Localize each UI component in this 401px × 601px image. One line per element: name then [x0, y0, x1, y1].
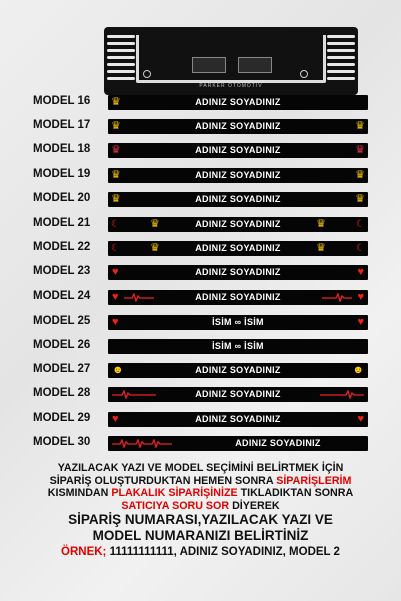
highlight-text: PLAKALIK SİPARİŞİNİZE — [111, 487, 238, 499]
turkish-flag-icon: ☾ — [111, 219, 120, 230]
order-instructions — [0, 462, 401, 558]
plate-model-row — [0, 139, 401, 163]
frame-brand-text: PARKER OTOMOTIV — [199, 83, 263, 89]
heart-line-icon: ♥ — [357, 413, 364, 425]
heart-pulse-icon: ♥ — [357, 291, 364, 303]
frame-screw-hole — [143, 70, 151, 78]
frame-stripes-left — [107, 31, 135, 87]
plate-text: ADINIZ SOYADINIZ — [195, 389, 281, 399]
turkish-flag-icon: ☾ — [111, 243, 120, 254]
heartbeat-line-icon — [320, 390, 364, 399]
model-label: MODEL 25 — [33, 315, 91, 327]
crown-icon: ♛ — [150, 218, 160, 230]
plate-model-row — [0, 237, 401, 261]
example-text: 11111111111, ADINIZ SOYADINIZ, MODEL 2 — [106, 546, 340, 558]
plate-text: ADINIZ SOYADINIZ — [195, 170, 281, 180]
highlight-text: SATICIYA SORU SOR — [121, 499, 230, 512]
instruction-line: SİPARİŞ OLUŞTURDUKTAN HEMEN SONRA SİPARİŞLERİM — [49, 474, 352, 487]
crown-icon: ♛ — [316, 218, 326, 230]
plate-strip — [108, 436, 368, 451]
plate-strip — [108, 168, 368, 183]
plate-text: İSİM ∞ İSİM — [212, 341, 264, 351]
model-label: MODEL 18 — [33, 143, 91, 155]
plate-strip — [108, 339, 368, 354]
model-label: MODEL 27 — [33, 363, 91, 375]
plate-strip — [108, 363, 368, 378]
plate-text: ADINIZ SOYADINIZ — [195, 219, 281, 229]
crown-icon: ♛ — [111, 120, 121, 132]
frame-stripes-right — [327, 31, 355, 87]
plate-model-row — [0, 188, 401, 212]
model-label: MODEL 16 — [33, 95, 91, 107]
sunglasses-emoji-icon: ☻ — [352, 364, 364, 376]
plate-model-row — [0, 164, 401, 188]
instruction-line: YAZILACAK YAZI VE MODEL SEÇİMİNİ BELİRTMEK İÇİN — [57, 462, 344, 474]
instruction-heading: SİPARİŞ NUMARASI,YAZILACAK YAZI VE — [68, 512, 333, 527]
highlight-text: SİPARİŞLERİM — [276, 474, 352, 487]
instruction-heading: MODEL NUMARANIZI BELİRTİNİZ — [92, 528, 309, 543]
model-label: MODEL 19 — [33, 168, 91, 180]
example-line — [0, 546, 401, 558]
crown-icon: ♛ — [150, 242, 160, 254]
red-crown-icon: ♛ — [355, 144, 365, 156]
model-label: MODEL 26 — [33, 339, 91, 351]
heart-icon: ♥ — [357, 316, 364, 328]
model-label: MODEL 22 — [33, 241, 91, 253]
plate-strip — [108, 265, 368, 280]
plate-text: ADINIZ SOYADINIZ — [195, 243, 281, 253]
heart-pulse-icon: ♥ — [112, 291, 119, 303]
heartbeat-line-icon — [322, 293, 352, 302]
red-crown-icon: ♛ — [111, 144, 121, 156]
model-label: MODEL 29 — [33, 412, 91, 424]
model-label: MODEL 24 — [33, 290, 91, 302]
crown-icon: ♛ — [111, 169, 121, 181]
crown-icon: ♛ — [111, 96, 121, 108]
frame-slot — [192, 57, 226, 73]
plate-model-row — [0, 286, 401, 310]
plate-text: İSİM ∞ İSİM — [212, 317, 264, 327]
heart-icon: ♥ — [112, 266, 119, 278]
plate-strip — [108, 217, 368, 232]
plate-model-row — [0, 213, 401, 237]
plate-model-row — [0, 261, 401, 285]
model-label: MODEL 30 — [33, 436, 91, 448]
model-label: MODEL 17 — [33, 119, 91, 131]
plate-frame-image — [104, 27, 358, 95]
instruction-line: SATICIYA SORU SOR DİYEREK — [121, 499, 280, 512]
plate-model-row — [0, 311, 401, 335]
plate-model-row — [0, 115, 401, 139]
plate-text: ADINIZ SOYADINIZ — [195, 414, 281, 424]
frame-screw-hole — [300, 70, 308, 78]
plate-model-row — [0, 335, 401, 359]
model-label: MODEL 21 — [33, 217, 91, 229]
plate-text: ADINIZ SOYADINIZ — [195, 97, 281, 107]
plate-text: ADINIZ SOYADINIZ — [235, 438, 321, 448]
plate-strip — [108, 290, 368, 305]
crown-icon: ♛ — [355, 120, 365, 132]
plate-strip — [108, 241, 368, 256]
crown-icon: ♛ — [111, 193, 121, 205]
crown-icon: ♛ — [316, 242, 326, 254]
frame-plate-window — [136, 35, 326, 83]
plate-text: ADINIZ SOYADINIZ — [195, 292, 281, 302]
model-label: MODEL 20 — [33, 192, 91, 204]
heartbeat-line-icon — [112, 439, 172, 448]
plate-text: ADINIZ SOYADINIZ — [195, 194, 281, 204]
turkish-flag-icon: ☾ — [356, 219, 365, 230]
instruction-line: KISMINDAN PLAKALIK SİPARİŞİNİZE TIKLADIKTAN SONRA — [47, 487, 354, 499]
plate-text: ADINIZ SOYADINIZ — [195, 121, 281, 131]
plate-strip — [108, 143, 368, 158]
plate-text: ADINIZ SOYADINIZ — [195, 365, 281, 375]
plate-strip — [108, 192, 368, 207]
plate-model-row — [0, 408, 401, 432]
turkish-flag-icon: ☾ — [356, 243, 365, 254]
plate-model-row — [0, 91, 401, 115]
plate-strip — [108, 387, 368, 402]
plate-strip — [108, 95, 368, 110]
plate-text: ADINIZ SOYADINIZ — [195, 145, 281, 155]
heart-icon: ♥ — [112, 316, 119, 328]
crown-icon: ♛ — [355, 193, 365, 205]
crown-icon: ♛ — [355, 169, 365, 181]
heart-icon: ♥ — [357, 266, 364, 278]
example-label: ÖRNEK; — [61, 546, 107, 558]
plate-strip — [108, 119, 368, 134]
plate-model-row — [0, 432, 401, 456]
model-label: MODEL 28 — [33, 387, 91, 399]
plate-model-row — [0, 383, 401, 407]
plate-text: ADINIZ SOYADINIZ — [195, 267, 281, 277]
model-label: MODEL 23 — [33, 265, 91, 277]
plate-strip — [108, 315, 368, 330]
sunglasses-emoji-icon: ☻ — [112, 364, 124, 376]
plate-strip — [108, 412, 368, 427]
plate-model-row — [0, 359, 401, 383]
heart-line-icon: ♥ — [112, 413, 119, 425]
frame-slot — [238, 57, 272, 73]
